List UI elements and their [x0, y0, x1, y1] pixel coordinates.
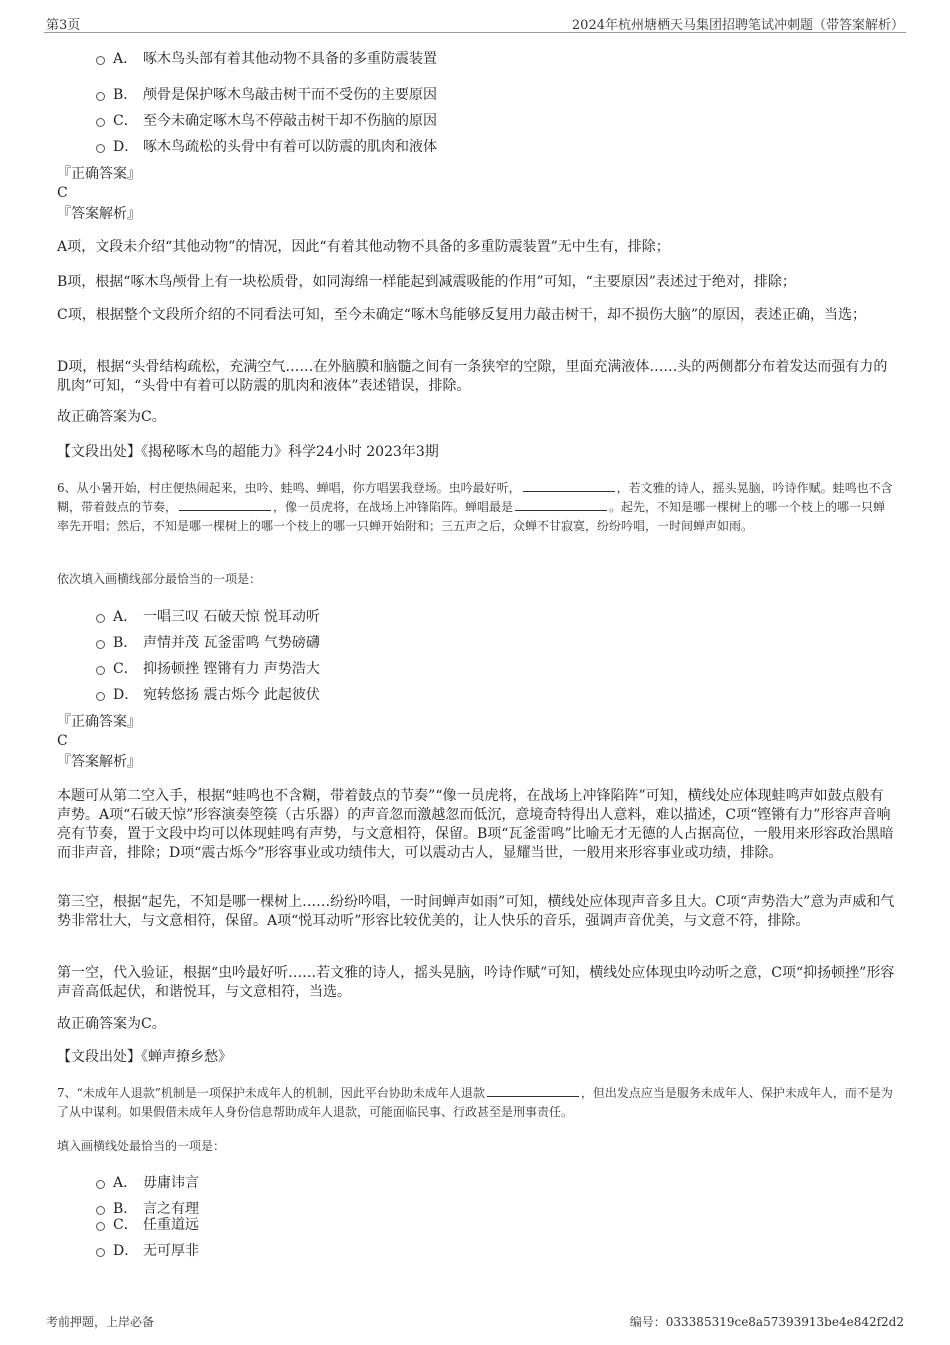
q5-source: 【文段出处】《揭秘啄木鸟的超能力》科学24小时 2023年3期 — [57, 444, 439, 460]
q6-option-d[interactable]: D． 宛转悠扬 震古烁今 此起彼伏 — [96, 686, 320, 704]
q5-analysis-b: B项，根据“啄木鸟颅骨上有一块松质骨，如同海绵一样能起到减震吸能的作用”可知，“主要原因”表述过于绝对，排除； — [57, 274, 796, 290]
q6-option-a[interactable]: A． 一唱三叹 石破天惊 悦耳动听 — [96, 608, 320, 626]
q7-option-a[interactable]: A． 毋庸讳言 — [96, 1174, 199, 1192]
q5-answer-label: 『正确答案』 — [57, 166, 141, 182]
radio-icon[interactable] — [96, 666, 105, 675]
radio-icon[interactable] — [96, 1180, 105, 1189]
q6-option-c[interactable]: C． 抑扬顿挫 铿锵有力 声势浩大 — [96, 660, 320, 678]
radio-icon[interactable] — [96, 692, 105, 701]
q6-option-b[interactable]: B． 声情并茂 瓦釜雷鸣 气势磅礴 — [96, 634, 320, 652]
blank-1[interactable] — [523, 479, 615, 492]
footer-slogan: 考前押题，上岸必备 — [46, 1315, 155, 1329]
radio-icon[interactable] — [96, 614, 105, 623]
q6-answer: C — [57, 733, 68, 749]
radio-icon[interactable] — [96, 1206, 105, 1215]
radio-icon[interactable] — [96, 92, 105, 101]
q6-analysis-3: 第一空，代入验证，根据“虫吟最好听……若文雅的诗人，摇头晃脑，吟诗作赋”可知，横线处应体现虫吟动听之意，C项“抑扬顿挫”形容声音高低起伏，和谐悦耳，与文意相符，当选。 — [57, 965, 895, 1000]
q7-option-d[interactable]: D． 无可厚非 — [96, 1242, 199, 1260]
radio-icon[interactable] — [96, 640, 105, 649]
radio-icon[interactable] — [96, 56, 105, 65]
q5-analysis-label: 『答案解析』 — [57, 206, 141, 222]
blank-2[interactable] — [179, 498, 271, 511]
q5-option-d[interactable]: D． 啄木鸟疏松的头骨中有着可以防震的肌肉和液体 — [96, 138, 437, 156]
q6-answer-label: 『正确答案』 — [57, 714, 141, 730]
q5-option-a[interactable]: A． 啄木鸟头部有着其他动物不具备的多重防震装置 — [96, 50, 437, 68]
q5-answer: C — [57, 185, 68, 201]
page-number: 第3页 — [46, 18, 81, 33]
q7-option-c[interactable]: C． 任重道远 — [96, 1216, 199, 1234]
blank-3[interactable] — [515, 498, 607, 511]
q7-prompt: 填入画横线处最恰当的一项是： — [57, 1139, 226, 1153]
q5-option-b[interactable]: B． 颅骨是保护啄木鸟敲击树干而不受伤的主要原因 — [96, 86, 437, 104]
q5-option-c[interactable]: C． 至今未确定啄木鸟不停敲击树干却不伤脑的原因 — [96, 112, 437, 130]
footer-serial: 编号：033385319ce8a57393913be4e842f2d2 — [629, 1315, 904, 1329]
q6-analysis-label: 『答案解析』 — [57, 754, 141, 770]
q7-option-b[interactable]: B． 言之有理 — [96, 1200, 199, 1218]
radio-icon[interactable] — [96, 144, 105, 153]
q5-analysis-a: A项，文段未介绍“其他动物”的情况，因此“有着其他动物不具备的多重防震装置”无中生有，排除； — [57, 239, 670, 255]
q6-stem: 6、从小暑开始，村庄便热闹起来，虫吟、蛙鸣、蝉唱，你方唱罢我登场。虫吟最好听， ，若文雅的诗人，摇头晃脑，吟诗作赋。蛙鸣也不含糊，带着鼓点的节奏， ，像一员虎将，在战场上冲锋陷阵。蝉唱最是 。起先，不知是哪一棵树上的哪一个枝上的哪一只蝉率先开唱；然后，不知是哪一棵树上的哪一个枝上的哪一只蝉开始附和；三五声之后，众蝉不甘寂寞，纷纷吟唱，一时间蝉声如雨。 — [57, 481, 893, 533]
q6-analysis-2: 第三空，根据“起先，不知是哪一棵树上……纷纷吟唱，一时间蝉声如雨”可知，横线处应体现声音多且大。C项“声势浩大”意为声威和气势非常壮大，与文意相符，保留。A项“悦耳动听”形容比较优美的，让人快乐的音乐，强调声音优美，与文意不符，排除。 — [57, 894, 895, 929]
radio-icon[interactable] — [96, 1222, 105, 1231]
q6-prompt: 依次填入画横线部分最恰当的一项是： — [57, 572, 262, 586]
blank-1[interactable] — [487, 1084, 579, 1097]
header-divider — [44, 32, 906, 33]
q5-analysis-c: C项，根据整个文段所介绍的不同看法可知，至今未确定“啄木鸟能够反复用力敲击树干，却不损伤大脑”的原因，表述正确，当选； — [57, 307, 867, 323]
q6-conclusion: 故正确答案为C。 — [57, 1016, 166, 1032]
document-title: 2024年杭州塘栖天马集团招聘笔试冲刺题（带答案解析） — [571, 18, 904, 33]
q6-source: 【文段出处】《蝉声撩乡愁》 — [57, 1049, 232, 1065]
radio-icon[interactable] — [96, 1248, 105, 1257]
radio-icon[interactable] — [96, 118, 105, 127]
q7-stem: 7、“未成年人退款”机制是一项保护未成年人的机制，因此平台协助未成年人退款 ，但出发点应当是服务未成年人、保护未成年人，而不是为了从中谋利。如果假借未成年人身份信息帮助成年人退款，可能面临民事、行政甚至是刑事责任。 — [57, 1086, 893, 1119]
q6-analysis-1: 本题可从第二空入手，根据“蛙鸣也不含糊，带着鼓点的节奏”“像一员虎将，在战场上冲锋陷阵”可知，横线处应体现蛙鸣声如鼓点般有声势。A项“石破天惊”形容演奏箜篌（古乐器）的声音忽而激越忽而低沉，意境奇特得出人意料，难以描述，C项“铿锵有力”形容声音响亮有节奏，置于文段中均可以体现蛙鸣有声势，与文意相符，保留。B项“瓦釜雷鸣”比喻无才无德的人占据高位，一般用来形容政治黑暗而非声音，排除；D项“震古烁今”形容事业或功绩伟大，可以震动古人，显耀当世，一般用来形容事业或功绩，排除。 — [57, 788, 894, 861]
q5-conclusion: 故正确答案为C。 — [57, 409, 166, 425]
q5-analysis-d: D项，根据“头骨结构疏松，充满空气……在外脑膜和脑髓之间有一条狭窄的空隙，里面充满液体……头的两侧都分布着发达而强有力的肌肉”可知，“头骨中有着可以防震的肌肉和液体”表述错误，排除。 — [57, 359, 888, 394]
